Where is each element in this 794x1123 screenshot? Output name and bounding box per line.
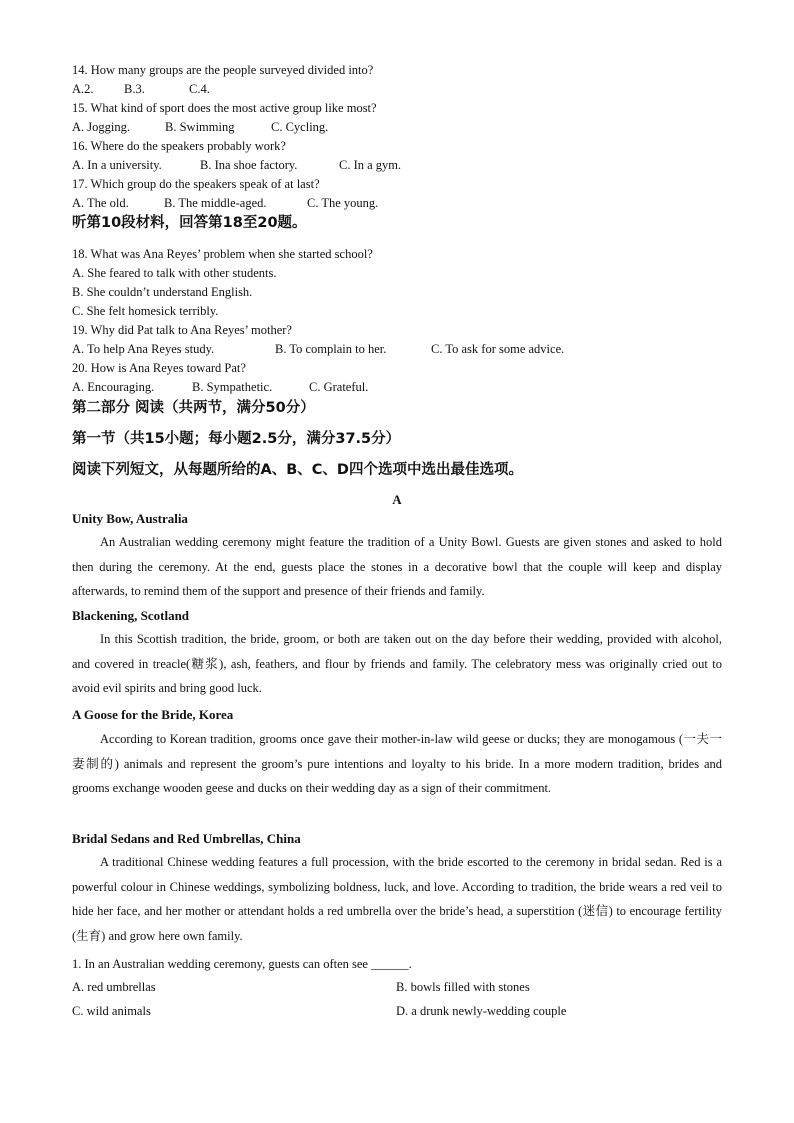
question-1-stem: 1. In an Australian wedding ceremony, guests can often see ______. — [72, 957, 412, 971]
passage-label: A — [392, 492, 402, 507]
section-1-heading: 第一节（共15小题；每小题2.5分，满分37.5分） — [72, 431, 401, 447]
question-19-option-a: A. To help Ana Reyes study. — [72, 342, 215, 356]
part-2-heading: 第二部分 阅读（共两节，满分50分） — [72, 400, 315, 416]
question-14-option-c: C.4. — [189, 82, 210, 96]
reading-instruction: 阅读下列短文，从每题所给的A、B、C、D四个选项中选出最佳选项。 — [72, 462, 523, 478]
question-17-option-b: B. The middle-aged. — [164, 196, 267, 210]
section-text-australia: An Australian wedding ceremony might feature the tradition of a Unity Bowl. Guests are given stones and asked to hold then during the ceremony. At the end, guests place the stones in a decorative bowl that the couple will keep and display afterwards, to remind them of the support and presence of their friends and family. — [72, 535, 722, 598]
question-19-option-c: C. To ask for some advice. — [431, 342, 565, 356]
section-text-china: A traditional Chinese wedding features a full procession, with the bride escorted to the ceremony in bridal sedan. Red is a powerful colour in Chinese weddings, symbolizing boldness, luck, and love. According to tradition, the bride wears a red veil to hide her face, and her mother or attendant holds a red umbrella over the bride’s head, a superstition (迷信) to encourage fertility (生育) and grow here own family. — [72, 855, 722, 943]
section-text-scotland: In this Scottish tradition, the bride, groom, or both are taken out on the day before their wedding, provided with alcohol, and covered in treacle(糖浆), ash, feathers, and flour by friends and family. The celebratory mess was originally cried out to avoid evil spirits and bring good luck. — [72, 632, 722, 695]
question-15-option-c: C. Cycling. — [271, 120, 329, 134]
question-14-stem: 14. How many groups are the people surveyed divided into? — [72, 63, 374, 77]
question-15-option-b: B. Swimming — [165, 120, 235, 134]
question-15-stem: 15. What kind of sport does the most active group like most? — [72, 101, 377, 115]
question-20-stem: 20. How is Ana Reyes toward Pat? — [72, 361, 246, 375]
section-title-korea: A Goose for the Bride, Korea — [72, 707, 234, 722]
question-14-option-b: B.3. — [124, 82, 145, 96]
question-18-option-c: C. She felt homesick terribly. — [72, 304, 219, 318]
question-14-option-a: A.2. — [72, 82, 94, 96]
section-title-china: Bridal Sedans and Red Umbrellas, China — [72, 831, 301, 846]
question-19-option-b: B. To complain to her. — [275, 342, 387, 356]
question-1-option-c: C. wild animals — [72, 1004, 151, 1018]
question-20-option-a: A. Encouraging. — [72, 380, 155, 394]
question-15-option-a: A. Jogging. — [72, 120, 130, 134]
question-1-option-d: D. a drunk newly-wedding couple — [396, 1004, 567, 1018]
section-10-heading: 听第10段材料，回答第18至20题。 — [72, 215, 307, 231]
question-17-option-a: A. The old. — [72, 196, 129, 210]
question-20-option-b: B. Sympathetic. — [192, 380, 273, 394]
question-16-option-c: C. In a gym. — [339, 158, 402, 172]
question-18-stem: 18. What was Ana Reyes’ problem when she started school? — [72, 247, 373, 261]
question-18-option-b: B. She couldn’t understand English. — [72, 285, 253, 299]
question-16-option-a: A. In a university. — [72, 158, 162, 172]
question-1-option-b: B. bowls filled with stones — [396, 980, 530, 994]
section-title-scotland: Blackening, Scotland — [72, 608, 190, 623]
question-18-option-a: A. She feared to talk with other students. — [72, 266, 277, 280]
question-16-option-b: B. Ina shoe factory. — [200, 158, 298, 172]
question-17-option-c: C. The young. — [307, 196, 379, 210]
question-20-option-c: C. Grateful. — [309, 380, 369, 394]
question-17-stem: 17. Which group do the speakers speak of at last? — [72, 177, 320, 191]
question-1-option-a: A. red umbrellas — [72, 980, 156, 994]
question-16-stem: 16. Where do the speakers probably work? — [72, 139, 286, 153]
section-text-korea: According to Korean tradition, grooms once gave their mother-in-law wild geese or ducks; they are monogamous (一夫一妻制的) animals and represent the groom’s pure intentions and loyalty to his bride. In a more modern tradition, brides and grooms exchange wooden geese and ducks on their wedding day as a sign of their commitment. — [72, 732, 722, 795]
section-title-australia: Unity Bow, Australia — [72, 511, 188, 526]
question-19-stem: 19. Why did Pat talk to Ana Reyes’ mother? — [72, 323, 292, 337]
